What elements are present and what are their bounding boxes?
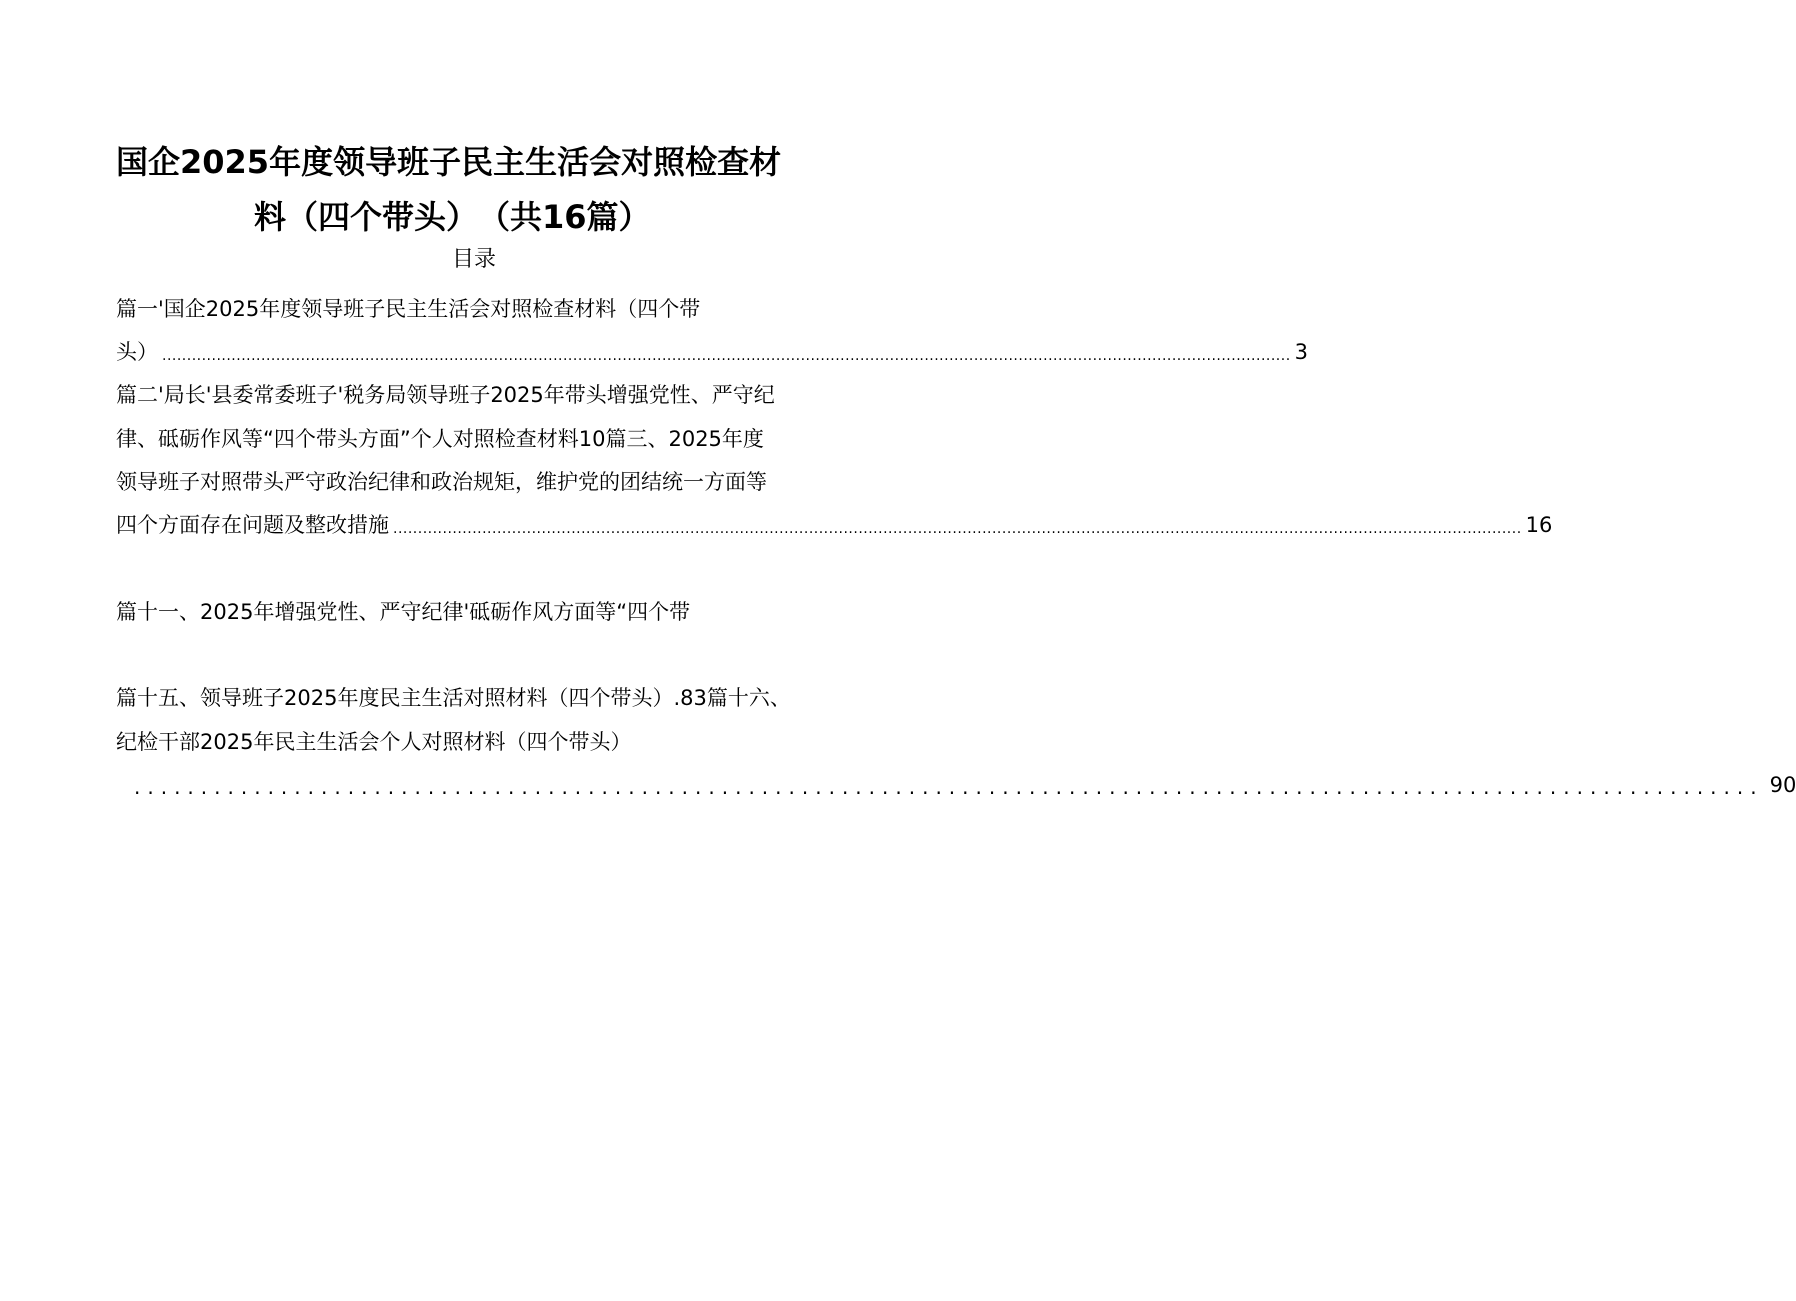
toc-page-number: 3 [1294, 340, 1309, 364]
toc-page-number: 90 [1769, 773, 1796, 797]
toc-entry-1-line-2[interactable] [116, 337, 1309, 367]
dot-leader: .......................................................................................................................... [134, 775, 1764, 799]
toc-entry-2-line-2[interactable]: 律、砥砺作风等“四个带头方面”个人对照检查材料10篇三、2025年度 [116, 427, 764, 451]
toc-entry-3-line-1[interactable]: 篇十一、2025年增强党性、严守纪律'砥砺作风方面等“四个带 [116, 600, 691, 624]
toc-entry-4-line-2[interactable]: 纪检干部2025年民主生活会个人对照材料（四个带头） [116, 730, 632, 754]
document-title-line-2: 料（四个带头） （共16篇） [254, 198, 651, 236]
toc-entry-4-line-3[interactable] [116, 770, 1796, 800]
dot-leader: .................................................................................................................................................................................................................................... [393, 521, 1522, 537]
toc-entry-1-line-1[interactable]: 篇一'国企2025年度领导班子民主生活会对照检查材料（四个带 [116, 297, 701, 321]
toc-entry-2-line-1[interactable]: 篇二'局长'县委常委班子'税务局领导班子2025年带头增强党性、严守纪 [116, 383, 775, 407]
document-title-line-1: 国企2025年度领导班子民主生活会对照检查材 [116, 143, 782, 181]
dot-leader: .................................................................................................................................................................................................................................... [162, 348, 1291, 364]
toc-entry-2-line-3[interactable]: 领导班子对照带头严守政治纪律和政治规矩，维护党的团结统一方面等 [116, 470, 767, 494]
toc-page-number: 16 [1525, 513, 1553, 537]
toc-entry-2-line-4[interactable] [116, 510, 1553, 540]
toc-heading: 目录 [452, 247, 497, 272]
toc-entry-4-line-1[interactable]: 篇十五、领导班子2025年度民主生活对照材料（四个带头）.83篇十六、 [116, 686, 791, 710]
toc-entry-text: 四个方面存在问题及整改措施 [116, 513, 389, 537]
toc-entry-text: 头） [116, 340, 158, 364]
